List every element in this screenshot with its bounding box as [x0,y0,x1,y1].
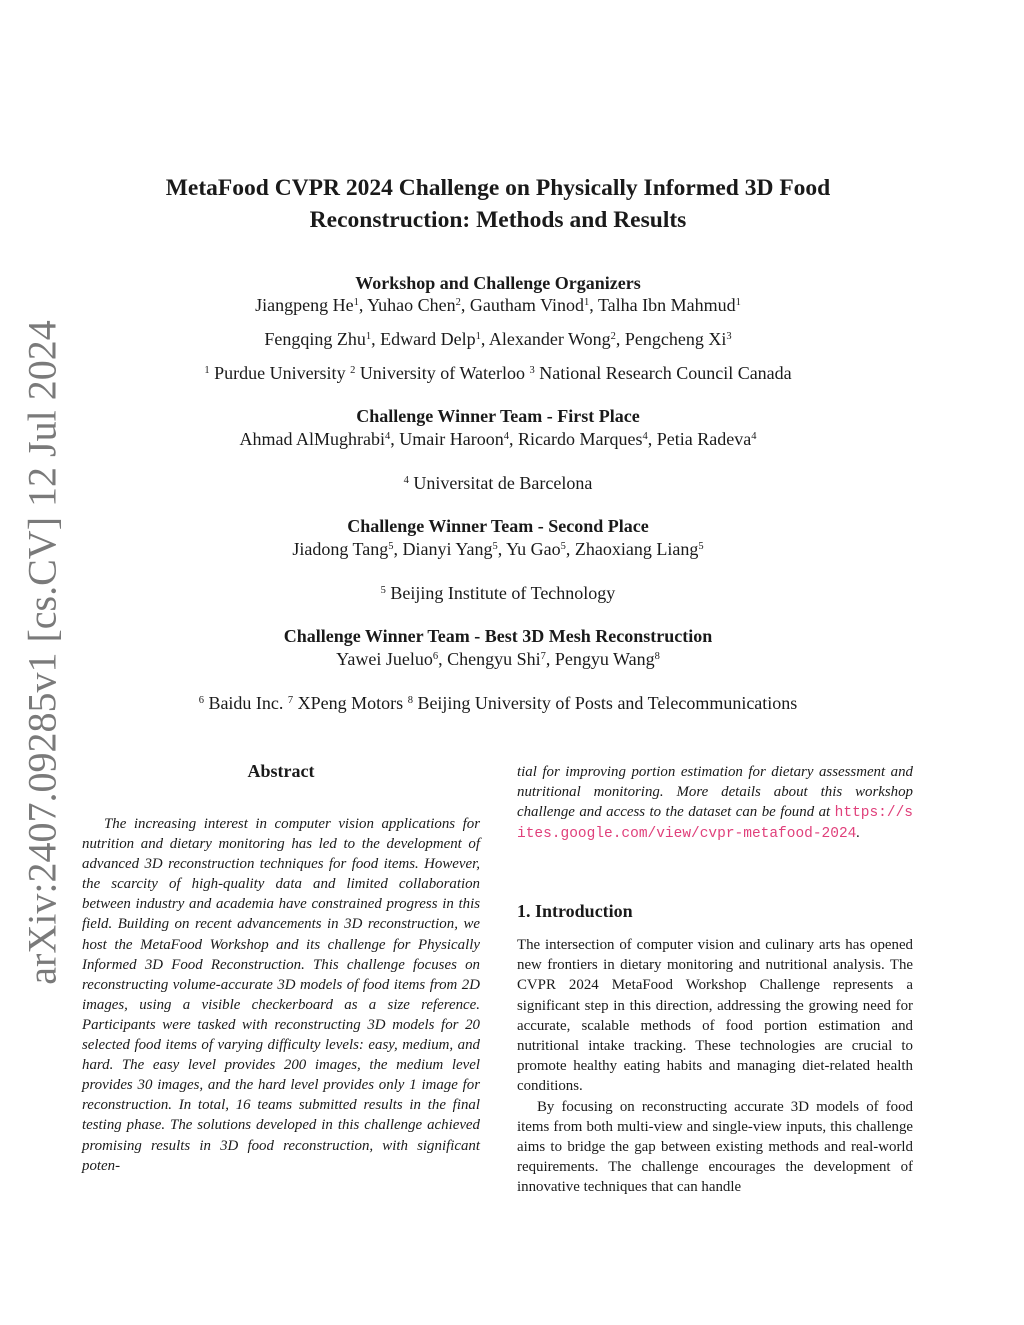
second-place-authors [120,538,876,560]
affiliation-number: 2 [350,365,356,376]
first-place-authors [120,428,876,450]
author-separator: , [371,329,381,349]
second-place-heading: Challenge Winner Team - Second Place [347,516,649,536]
affiliation-marker: 1 [735,297,741,308]
author-name: Chengyu Shi [447,649,541,669]
affiliation-name: Beijing Institute of Technology [390,583,616,603]
affiliation-marker: 5 [698,541,704,552]
affiliation-marker: 2 [455,297,461,308]
dataset-link[interactable]: https://sites.google.com/view/cvpr-metafood-2024 [517,805,913,843]
author-separator: , [615,329,625,349]
author-separator: , [565,539,575,559]
author-separator: , [497,539,507,559]
affiliation-name: National Research Council Canada [539,363,792,383]
author-separator: , [480,329,489,349]
affiliation-marker: 5 [492,541,498,552]
author-separator: , [460,295,470,315]
first-place-heading: Challenge Winner Team - First Place [356,406,640,426]
affiliation-marker: 4 [385,431,391,442]
abstract-continuation [517,762,913,844]
author-separator: , [393,539,403,559]
author-separator: , [647,429,657,449]
abstract-heading: Abstract [247,761,315,781]
affiliation-number: 4 [403,475,409,486]
author-name: Pengyu Wang [554,649,655,669]
best-mesh-affiliations [120,692,876,714]
author-name: Petia Radeva [656,429,752,449]
author-name: Alexander Wong [488,329,611,349]
organizers-authors-line-1 [120,294,876,316]
affiliation-number: 1 [204,365,210,376]
author-separator: , [589,295,598,315]
author-name: Talha Ibn Mahmud [597,295,736,315]
author-name: Ricardo Marques [518,429,643,449]
author-name: Yuhao Chen [367,295,456,315]
affiliation-number: 6 [198,695,204,706]
introduction-paragraph: The intersection of computer vision and culinary arts has opened new frontiers in dietary monitoring and nutritional analysis. The CVPR 2024 MetaFood Workshop Challenge represents a significant step in this direction, addressing the growing need for accurate, scalable methods of food portion estimation and nutritional intake tracking. These technologies are crucial to promote healthy eating habits and managing diet-related health conditions. [517,937,913,1095]
author-separator: , [390,429,400,449]
author-name: Fengqing Zhu [264,329,366,349]
author-name: Yu Gao [506,539,561,559]
author-name: Pengcheng Xi [624,329,727,349]
affiliation-marker: 5 [388,541,394,552]
arxiv-id-text: arXiv:2407.09285v1 [cs.CV] 12 Jul 2024 [19,319,65,985]
author-name: Dianyi Yang [402,539,493,559]
author-separator: , [545,649,555,669]
organizers-heading: Workshop and Challenge Organizers [355,273,641,293]
affiliation-marker: 1 [353,297,359,308]
affiliation-marker: 3 [726,331,732,342]
title-line-2: Reconstruction: Methods and Results [309,207,687,233]
affiliation-number: 3 [529,365,535,376]
organizers-affiliations [120,362,876,384]
first-place-affiliations [120,472,876,494]
abstract-end-period: . [856,825,861,842]
second-place-affiliations [120,582,876,604]
author-separator: , [358,295,368,315]
affiliation-name: University of Waterloo [359,363,525,383]
organizers-authors-line-2 [120,328,876,350]
author-name: Gautham Vinod [469,295,584,315]
affiliation-marker: 7 [540,651,546,662]
affiliation-marker: 1 [584,297,590,308]
abstract-body: The increasing interest in computer vision applications for nutrition and dietary monitoring has led to the development of advanced 3D reconstruction techniques for food items. However, the scarcity of high-quality data and limited collaboration between industry and academia have constrained progress in this field. Building on recent advancements in 3D reconstruction, we host the MetaFood Workshop and its challenge for Physically Informed 3D Food Reconstruction. This challenge focuses on reconstructing volume-accurate 3D models of food items from 2D images, using a visible checkerboard as a size reference. Participants were tasked with reconstructing 3D models for 20 selected food items of varying difficulty levels: easy, medium, and hard. The easy level provides 200 images, the medium level provides 30 images, and the hard level provides only 1 image for reconstruction. In total, 16 teams submitted results in the final testing phase. The solutions developed in this challenge achieved promising results in 3D food reconstruction, with significant poten- [82,816,480,1174]
paper-title [120,172,876,236]
affiliation-marker: 2 [610,331,616,342]
author-separator: , [438,649,448,669]
affiliation-number: 8 [407,695,413,706]
affiliation-marker: 5 [560,541,566,552]
affiliation-name: XPeng Motors [297,693,404,713]
affiliation-name: Baidu Inc. [208,693,284,713]
author-name: Ahmad AlMughrabi [239,429,386,449]
title-line-1: MetaFood CVPR 2024 Challenge on Physically Informed 3D Food [165,175,831,201]
affiliation-marker: 6 [432,651,439,662]
affiliation-name: Universitat de Barcelona [413,473,593,493]
affiliation-name: Beijing University of Posts and Telecommunications [417,693,798,713]
introduction-heading: 1. Introduction [517,901,633,921]
author-name: Edward Delp [380,329,476,349]
best-mesh-authors [120,648,876,670]
affiliation-name: Purdue University [214,363,346,383]
author-name: Zhaoxiang Liang [574,539,699,559]
author-separator: , [509,429,519,449]
affiliation-marker: 1 [475,331,481,342]
arxiv-identifier-stamp [12,319,72,985]
affiliation-number: 5 [380,585,386,596]
affiliation-marker: 4 [751,431,757,442]
affiliation-marker: 1 [365,331,372,342]
author-name: Yawei Jueluo [336,649,433,669]
affiliation-marker: 8 [654,651,660,662]
affiliation-number: 7 [287,695,294,706]
introduction-paragraph: By focusing on reconstructing accurate 3D models of food items from both multi-view and single-view inputs, this challenge aims to bridge the gap between existing methods and real-world requirements. The challenge encourages the development of innovative techniques that can handle [517,1098,913,1196]
author-name: Umair Haroon [399,429,504,449]
introduction-body [517,935,913,1198]
abstract-continuation-text: tial for improving portion estimation for dietary assessment and nutritional monitoring. More details about this workshop challenge and access to the dataset can be found at [517,764,913,821]
author-name: Jiadong Tang [292,539,389,559]
author-name: Jiangpeng He [255,295,354,315]
affiliation-marker: 4 [503,431,510,442]
best-mesh-heading: Challenge Winner Team - Best 3D Mesh Reconstruction [283,626,713,646]
affiliation-marker: 4 [642,431,648,442]
